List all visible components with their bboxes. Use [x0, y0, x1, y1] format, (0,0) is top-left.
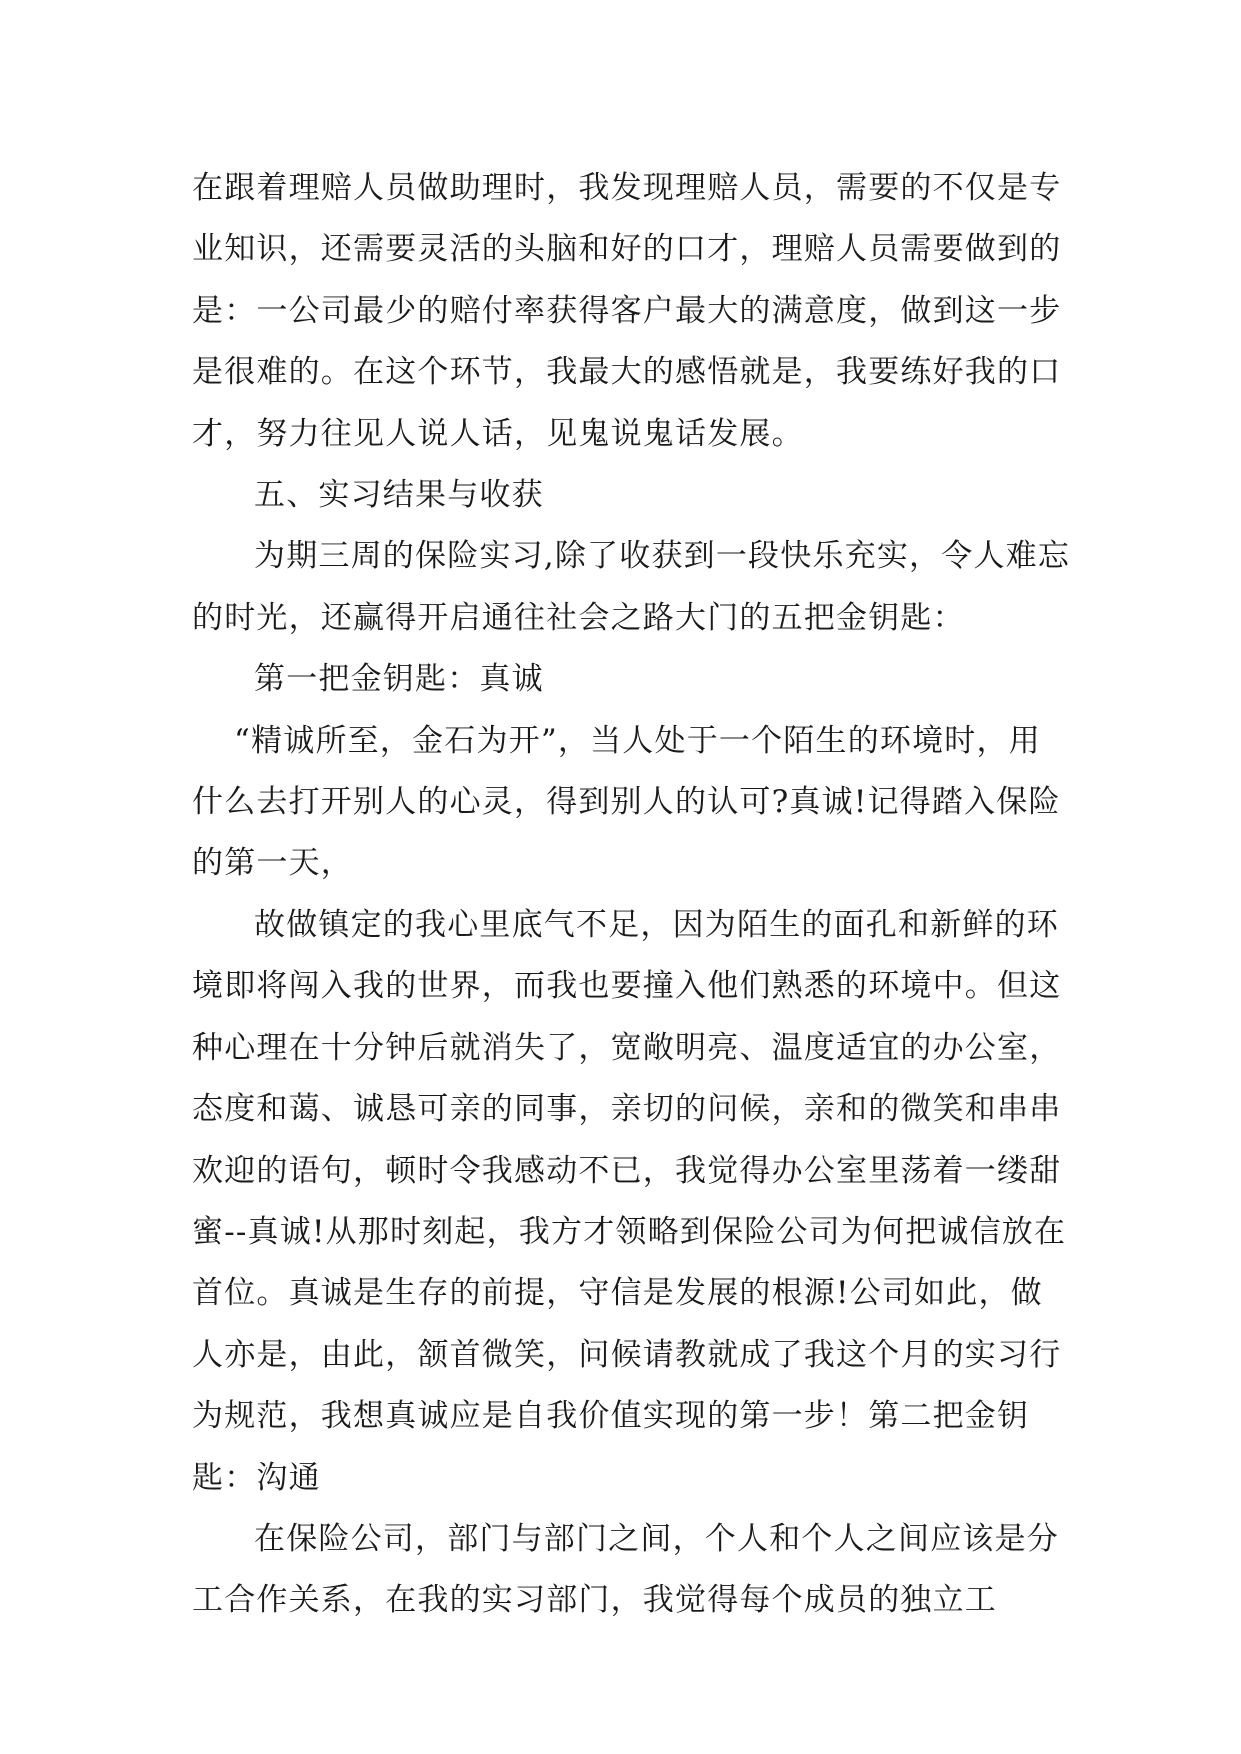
subheading-first-key: 第一把金钥匙：真诚: [254, 661, 544, 698]
paragraph-three-weeks: 为期三周的保险实习,除了收获到一段快乐充实，令人难忘的时光，还赢得开启通往社会之路大门的五把金钥匙：: [192, 538, 1071, 636]
section-heading-results: 五、实习结果与收获: [254, 477, 544, 514]
paragraph-sincerity-quote: “精诚所至，金石为开”，当人处于一个陌生的环境时，用什么去打开别人的心灵，得到别人的认可?真诚!记得踏入保险的第一天，: [192, 722, 1061, 882]
document-body: [192, 158, 1072, 1632]
paragraph-first-day: 故做镇定的我心里底气不足，因为陌生的面孔和新鲜的环境即将闯入我的世界，而我也要撞入他们熟悉的环境中。但这种心理在十分钟后就消失了，宽敞明亮、温度适宜的办公室，态度和蔼、诚恳可亲的同事，亲切的问候，亲和的微笑和串串欢迎的语句，顿时令我感动不已，我觉得办公室里荡着一缕甜蜜--真诚!从那时刻起，我方才领略到保险公司为何把诚信放在首位。真诚是生存的前提，守信是发展的根源!公司如此，做人亦是，由此，颔首微笑，问候请教就成了我这个月的实习行为规范，我想真诚应是自我价值实现的第一步！第二把金钥匙：沟通: [192, 906, 1067, 1496]
paragraph-communication: 在保险公司，部门与部门之间，个人和个人之间应该是分工合作关系，在我的实习部门，我觉得每个成员的独立工: [192, 1520, 1059, 1619]
paragraph-claims-assistant: 在跟着理赔人员做助理时，我发现理赔人员，需要的不仅是专业知识，还需要灵活的头脑和好的口才，理赔人员需要做到的是：一公司最少的赔付率获得客户最大的满意度，做到这一步是很难的。在这个环节，我最大的感悟就是，我要练好我的口才，努力往见人说人话，见鬼说鬼话发展。: [192, 170, 1062, 452]
